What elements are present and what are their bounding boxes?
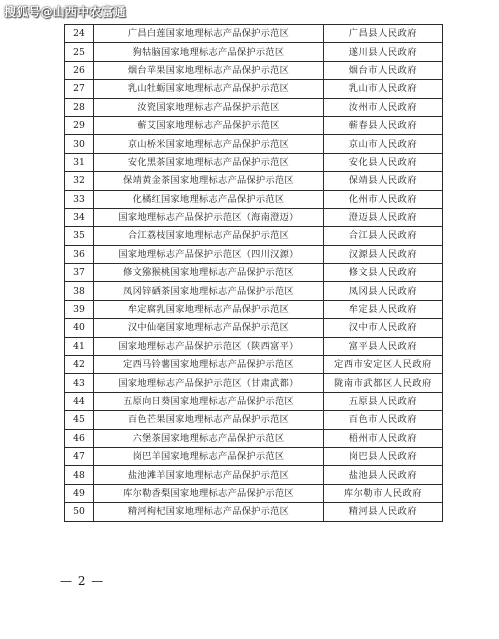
government-cell: 汉源县人民政府 [324,245,443,263]
row-number-cell: 41 [65,337,94,355]
zone-name-cell: 京山桥米国家地理标志产品保护示范区 [94,135,324,153]
table-row [65,411,443,429]
table-row [65,300,443,318]
government-cell: 京山市人民政府 [324,135,443,153]
row-number-cell: 32 [65,172,94,190]
zone-name-cell: 盐池滩羊国家地理标志产品保护示范区 [94,466,324,484]
row-number-cell: 27 [65,80,94,98]
row-number-cell: 50 [65,503,94,521]
government-cell: 库尔勒市人民政府 [324,484,443,502]
zone-name-cell: 六堡茶国家地理标志产品保护示范区 [94,429,324,447]
government-cell: 五原县人民政府 [324,392,443,410]
table-row [65,447,443,465]
table-row [65,227,443,245]
zone-name-cell: 广昌白莲国家地理标志产品保护示范区 [94,25,324,43]
table-row [65,484,443,502]
table-row [65,337,443,355]
row-number-cell: 42 [65,356,94,374]
zone-name-cell: 蕲艾国家地理标志产品保护示范区 [94,116,324,134]
zone-name-cell: 保靖黄金茶国家地理标志产品保护示范区 [94,172,324,190]
government-cell: 广昌县人民政府 [324,25,443,43]
row-number-cell: 43 [65,374,94,392]
zone-name-cell: 岗巴羊国家地理标志产品保护示范区 [94,447,324,465]
row-number-cell: 36 [65,245,94,263]
row-number-cell: 46 [65,429,94,447]
government-cell: 蕲春县人民政府 [324,116,443,134]
zone-name-cell: 国家地理标志产品保护示范区（海南澄迈） [94,208,324,226]
row-number-cell: 25 [65,43,94,61]
table-row [65,80,443,98]
row-number-cell: 37 [65,264,94,282]
government-cell: 保靖县人民政府 [324,172,443,190]
zone-name-cell: 汝瓷国家地理标志产品保护示范区 [94,98,324,116]
row-number-cell: 26 [65,61,94,79]
government-cell: 烟台市人民政府 [324,61,443,79]
row-number-cell: 48 [65,466,94,484]
table-row [65,245,443,263]
table-row [65,98,443,116]
table-row [65,374,443,392]
government-cell: 化州市人民政府 [324,190,443,208]
row-number-cell: 49 [65,484,94,502]
government-cell: 精河县人民政府 [324,503,443,521]
zone-name-cell: 烟台苹果国家地理标志产品保护示范区 [94,61,324,79]
government-cell: 合江县人民政府 [324,227,443,245]
zone-name-cell: 修文猕猴桃国家地理标志产品保护示范区 [94,264,324,282]
demonstration-zone-table [64,24,443,522]
zone-name-cell: 牟定腐乳国家地理标志产品保护示范区 [94,300,324,318]
watermark-text: 搜狐号@山西中农富通 [4,5,127,19]
table-row [65,153,443,171]
table-row [65,466,443,484]
table-row [65,503,443,521]
table-row [65,264,443,282]
table-row [65,25,443,43]
row-number-cell: 38 [65,282,94,300]
row-number-cell: 35 [65,227,94,245]
government-cell: 安化县人民政府 [324,153,443,171]
government-cell: 牟定县人民政府 [324,300,443,318]
zone-name-cell: 合江荔枝国家地理标志产品保护示范区 [94,227,324,245]
zone-name-cell: 国家地理标志产品保护示范区（甘肃武都） [94,374,324,392]
government-cell: 岗巴县人民政府 [324,447,443,465]
zone-name-cell: 安化黑茶国家地理标志产品保护示范区 [94,153,324,171]
table-row [65,429,443,447]
table-row [65,319,443,337]
table-body [65,25,443,522]
table-row [65,356,443,374]
table-row [65,135,443,153]
government-cell: 定西市安定区人民政府 [324,356,443,374]
table-row [65,116,443,134]
zone-name-cell: 乳山牡蛎国家地理标志产品保护示范区 [94,80,324,98]
zone-name-cell: 库尔勒香梨国家地理标志产品保护示范区 [94,484,324,502]
table-row [65,208,443,226]
row-number-cell: 28 [65,98,94,116]
zone-name-cell: 狗牯脑国家地理标志产品保护示范区 [94,43,324,61]
government-cell: 遂川县人民政府 [324,43,443,61]
government-cell: 乳山市人民政府 [324,80,443,98]
zone-name-cell: 定西马铃薯国家地理标志产品保护示范区 [94,356,324,374]
row-number-cell: 44 [65,392,94,410]
government-cell: 汉中市人民政府 [324,319,443,337]
page-number: — 2 — [60,574,105,588]
government-cell: 凤冈县人民政府 [324,282,443,300]
table-row [65,61,443,79]
government-cell: 富平县人民政府 [324,337,443,355]
row-number-cell: 31 [65,153,94,171]
row-number-cell: 29 [65,116,94,134]
table-row [65,190,443,208]
zone-name-cell: 精河枸杞国家地理标志产品保护示范区 [94,503,324,521]
table-row [65,172,443,190]
zone-name-cell: 百色芒果国家地理标志产品保护示范区 [94,411,324,429]
row-number-cell: 39 [65,300,94,318]
government-cell: 盐池县人民政府 [324,466,443,484]
table-row [65,282,443,300]
zone-name-cell: 国家地理标志产品保护示范区（陕西富平） [94,337,324,355]
row-number-cell: 34 [65,208,94,226]
table-row [65,43,443,61]
row-number-cell: 30 [65,135,94,153]
table-row [65,392,443,410]
zone-name-cell: 国家地理标志产品保护示范区（四川汉源） [94,245,324,263]
row-number-cell: 33 [65,190,94,208]
zone-name-cell: 五原向日葵国家地理标志产品保护示范区 [94,392,324,410]
zone-name-cell: 汉中仙毫国家地理标志产品保护示范区 [94,319,324,337]
row-number-cell: 40 [65,319,94,337]
zone-name-cell: 化橘红国家地理标志产品保护示范区 [94,190,324,208]
government-cell: 梧州市人民政府 [324,429,443,447]
government-cell: 陇南市武都区人民政府 [324,374,443,392]
government-cell: 汝州市人民政府 [324,98,443,116]
row-number-cell: 47 [65,447,94,465]
government-cell: 澄迈县人民政府 [324,208,443,226]
row-number-cell: 45 [65,411,94,429]
row-number-cell: 24 [65,25,94,43]
government-cell: 修文县人民政府 [324,264,443,282]
government-cell: 百色市人民政府 [324,411,443,429]
zone-name-cell: 凤冈锌硒茶国家地理标志产品保护示范区 [94,282,324,300]
